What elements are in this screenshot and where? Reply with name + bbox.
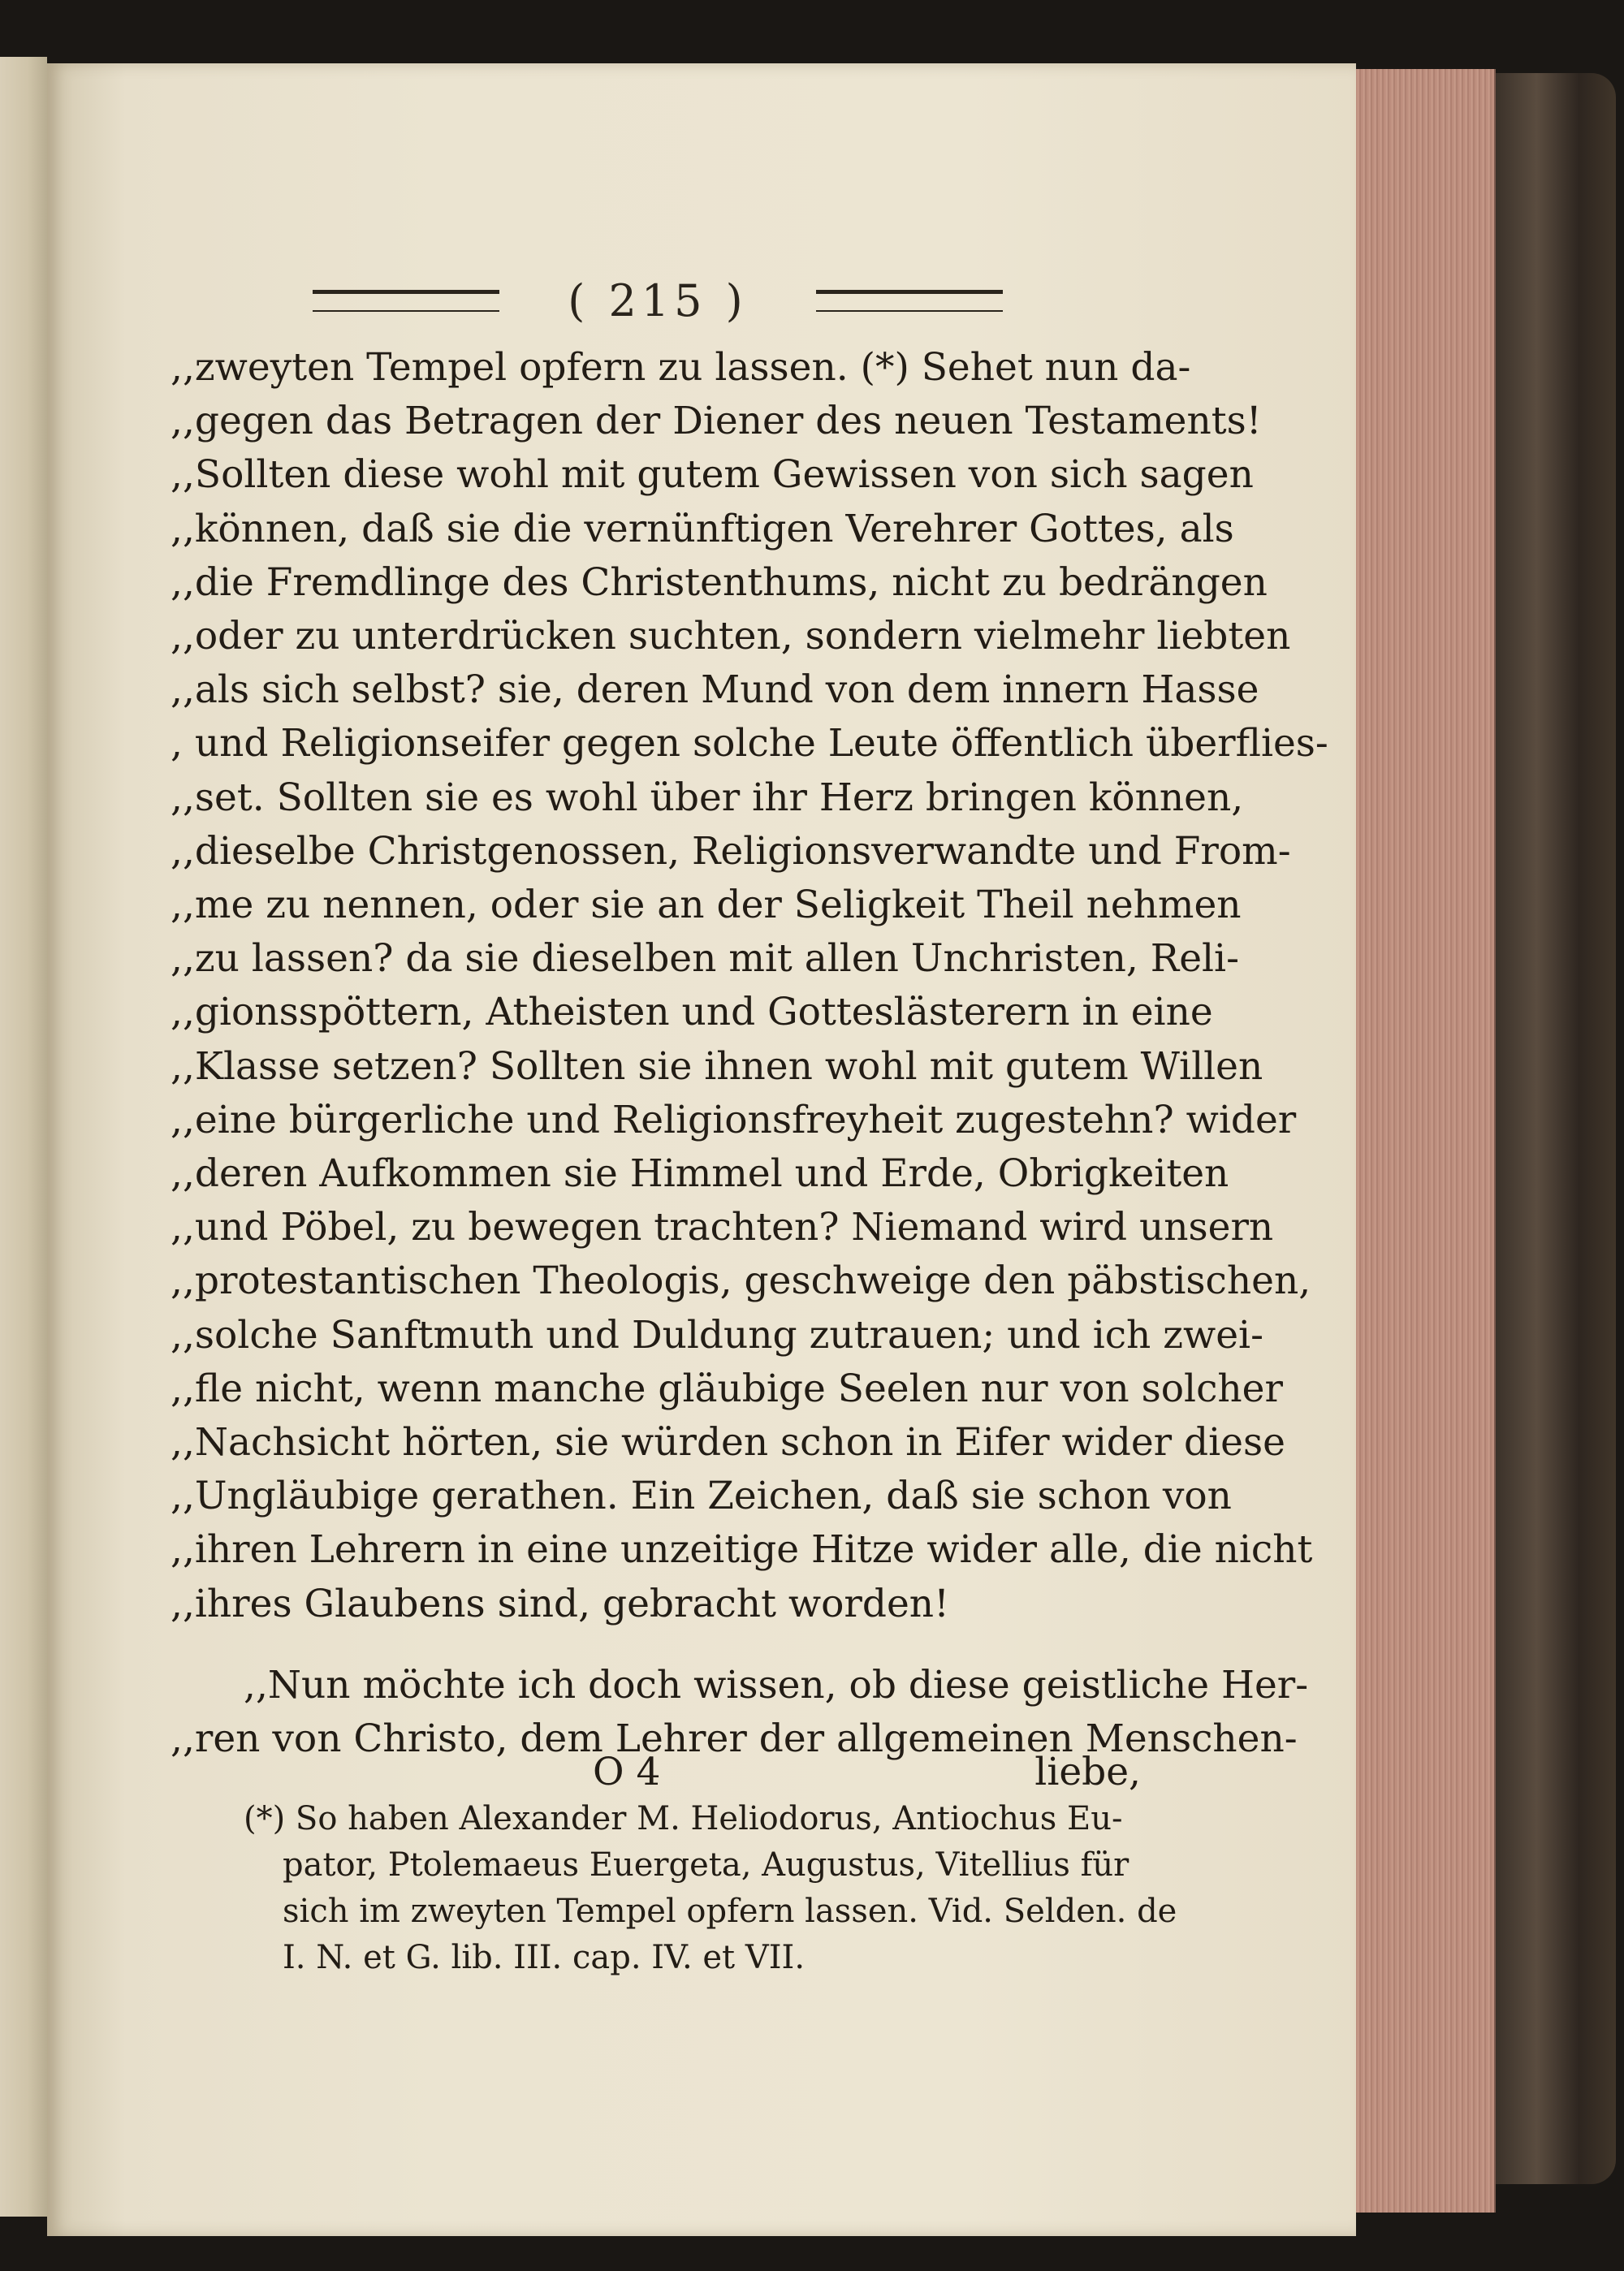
text-line: ,,ihren Lehrern in eine unzeitige Hitze wider alle, die nicht — [171, 1527, 1313, 1573]
header-rule-left — [313, 290, 499, 312]
text-line: , und Religionseifer gegen solche Leute öffentlich überflies- — [171, 721, 1328, 766]
header-rule-right — [816, 290, 1003, 312]
text-line: ,,oder zu unterdrücken suchten, sondern vielmehr liebten — [171, 614, 1291, 659]
page-edges — [1356, 69, 1496, 2213]
catchword: liebe, — [1034, 1750, 1141, 1794]
text-line: ,,Nun möchte ich doch wissen, ob diese geistliche Her- — [244, 1662, 1309, 1708]
footnote-line: pator, Ptolemaeus Euergeta, Augustus, Vitellius für — [283, 1846, 1129, 1884]
text-line: ,,zu lassen? da sie dieselben mit allen Unchristen, Reli- — [171, 936, 1239, 982]
text-line: ,,ren von Christo, dem Lehrer der allgemeinen Menschen- — [171, 1716, 1298, 1762]
text-line: ,,eine bürgerliche und Religionsfreyheit zugestehn? wider — [171, 1097, 1297, 1142]
text-line: ,,gegen das Betragen der Diener des neuen Testaments! — [171, 399, 1262, 444]
text-line: ,,me zu nennen, oder sie an der Seligkeit Theil nehmen — [171, 883, 1242, 928]
signature-mark: O 4 — [593, 1750, 661, 1794]
text-line: ,,deren Aufkommen sie Himmel und Erde, Obrigkeiten — [171, 1151, 1229, 1197]
text-line: ,,ihres Glaubens sind, gebracht worden! — [171, 1581, 949, 1626]
left-page-edge — [0, 57, 47, 2217]
footnote — [244, 1796, 1177, 1981]
catch-line — [171, 1746, 1141, 1799]
text-line: ,,Nachsicht hörten, sie würden schon in Eifer wider diese — [171, 1420, 1285, 1466]
footnote-line: I. N. et G. lib. III. cap. IV. et VII. — [283, 1939, 806, 1976]
text-line: ,,zweyten Tempel opfern zu lassen. (*) Sehet nun da- — [171, 345, 1191, 390]
body-text — [171, 341, 1328, 1766]
text-line: ,,Sollten diese wohl mit gutem Gewissen von sich sagen — [171, 452, 1254, 498]
text-line: ,,gionsspöttern, Atheisten und Gotteslästerern in eine — [171, 990, 1213, 1035]
text-line: ,,die Fremdlinge des Christenthums, nicht zu bedrängen — [171, 559, 1268, 605]
book-cover — [1494, 73, 1616, 2184]
text-line: ,,Klasse setzen? Sollten sie ihnen wohl mit gutem Willen — [171, 1043, 1263, 1089]
text-line: ,,als sich selbst? sie, deren Mund von dem innern Hasse — [171, 667, 1259, 713]
text-line: ,,solche Sanftmuth und Duldung zutrauen; und ich zwei- — [171, 1312, 1263, 1358]
text-line: ,,set. Sollten sie es wohl über ihr Herz bringen können, — [171, 775, 1244, 820]
text-line: ,,können, daß sie die vernünftigen Verehrer Gottes, als — [171, 506, 1234, 551]
text-line: ,,dieselbe Christgenossen, Religionsverwandte und From- — [171, 828, 1291, 874]
page-header — [313, 268, 1003, 333]
text-line: ,,und Pöbel, zu bewegen trachten? Niemand wird unsern — [171, 1205, 1274, 1250]
footnote-line: sich im zweyten Tempel opfern lassen. Vid. Selden. de — [283, 1893, 1177, 1930]
text-line: ,,Ungläubige gerathen. Ein Zeichen, daß sie schon von — [171, 1474, 1232, 1519]
text-line: ,,protestantischen Theologis, geschweige den päbstischen, — [171, 1259, 1311, 1304]
page-number: ( 215 ) — [568, 274, 748, 326]
text-line: ,,fle nicht, wenn manche gläubige Seelen nur von solcher — [171, 1366, 1283, 1411]
footnote-line: (*) So haben Alexander M. Heliodorus, Antiochus Eu- — [244, 1800, 1123, 1837]
